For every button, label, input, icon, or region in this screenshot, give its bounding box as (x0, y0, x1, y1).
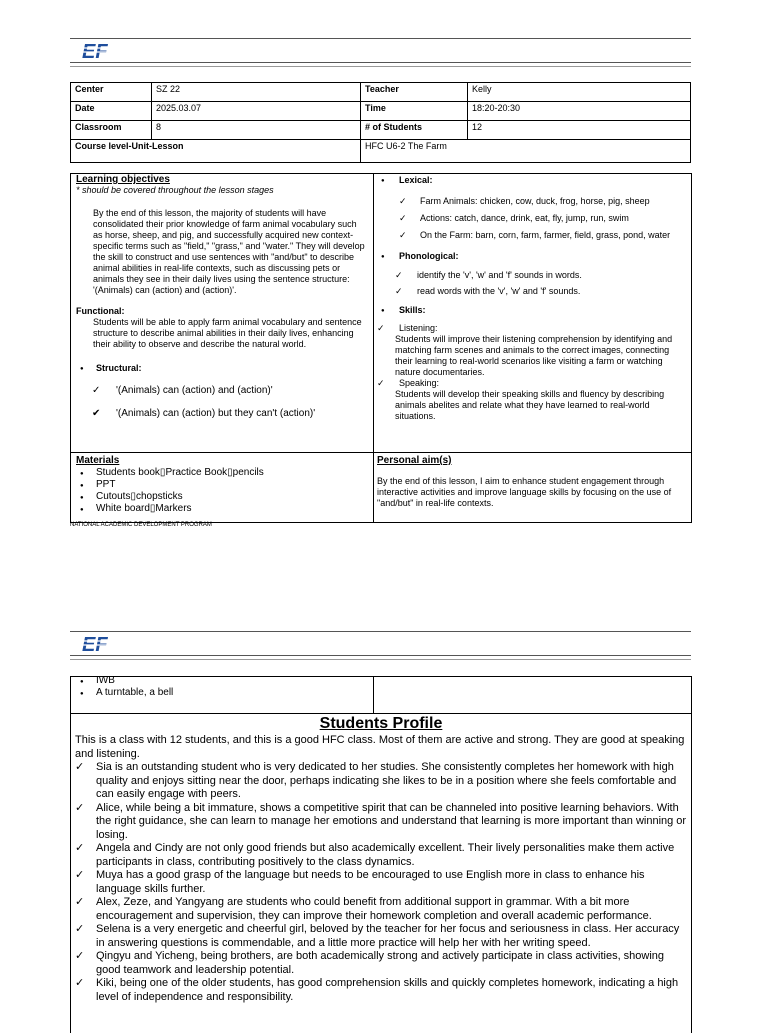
check-icon: ✓ (75, 761, 85, 773)
phonological-item: ✓ identify the 'v', 'w' and 'f' sounds in words. (395, 270, 582, 280)
header-rule-bottom (70, 62, 691, 63)
students-count-label: # of Students (361, 121, 468, 140)
profile-intro: This is a class with 12 students, and this is a good HFC class. Most of them are active and strong. They are good at speaking and listening. (75, 734, 685, 760)
check-icon: ✓ (75, 977, 85, 989)
lexical-section (377, 175, 682, 422)
students-profile-title: Students Profile (319, 715, 443, 732)
list-item-text: Kiki, being one of the older students, has good comprehension skills and quickly completes homework, indicating a high level of independence and responsibility. (96, 977, 679, 1003)
list-item (75, 761, 687, 802)
list-item-text: Muya has a good grasp of the language but needs to be encouraged to use English more in class to enhance his language skills further. (96, 869, 645, 895)
header-rule-bottom (70, 655, 691, 656)
check-icon: ✓ (75, 801, 85, 814)
list-item (75, 977, 687, 1004)
learning-objectives-heading: Learning objectives (76, 174, 170, 185)
materials-continued (76, 675, 368, 699)
table-row (71, 121, 691, 140)
phonological-heading: ● Phonological: (377, 251, 682, 262)
header-rule-bottom-2 (70, 66, 691, 67)
table-row (71, 102, 691, 121)
lexical-item: ✓ On the Farm: barn, corn, farm, farmer, field, grass, pond, water (399, 230, 671, 240)
lexical-item: ✓ Farm Animals: chicken, cow, duck, frog, horse, pig, sheep (399, 196, 650, 206)
profile-list (75, 761, 687, 1004)
list-item-text: Angela and Cindy are not only good friends but also academically excellent. Their lively personalities make them active participants in class, contributing positively to the class dynamics. (96, 842, 675, 868)
date-label: Date (71, 102, 152, 121)
listening-text: Students will improve their listening comprehension by identifying and matching farm scenes and animals to the correct images, connecting their learning to real-world scenarios like visiting a farm or watching nature documentaries. (395, 334, 673, 377)
skills-heading: ● Skills: (377, 305, 682, 316)
check-icon: ✓ (75, 842, 85, 854)
materials-item: ● Students book▯Practice Book▯pencils (76, 467, 368, 479)
course-label: Course level-Unit-Lesson (71, 140, 361, 163)
check-icon: ✓ (377, 323, 385, 333)
check-icon: ✓ (395, 270, 403, 280)
listening-label: ✓ Listening: (377, 323, 438, 333)
materials-heading: Materials (76, 455, 120, 466)
materials-section (76, 455, 368, 515)
list-item (75, 923, 687, 950)
teacher-label: Teacher (361, 83, 468, 102)
list-item-text: Qingyu and Yicheng, being brothers, are both academically strong and actively participate in class activities, showing good teamwork and leadership potential. (96, 950, 665, 976)
students-profile-section (75, 714, 687, 1004)
phonological-item: ✓ read words with the 'v', 'w' and 'f' sounds. (395, 286, 581, 296)
table-row (71, 140, 691, 163)
check-icon: ✓ (75, 950, 85, 962)
classroom-value: 8 (152, 121, 361, 140)
ef-logo (80, 40, 128, 62)
classroom-label: Classroom (71, 121, 152, 140)
table-row (71, 83, 691, 102)
check-icon: ✓ (399, 213, 407, 223)
list-item (75, 950, 687, 977)
time-label: Time (361, 102, 468, 121)
learning-objectives-section (76, 174, 368, 419)
students-count-value: 12 (468, 121, 691, 140)
course-value: HFC U6-2 The Farm (361, 140, 691, 163)
center-label: Center (71, 83, 152, 102)
lexical-heading: ● Lexical: (377, 175, 682, 186)
header-rule (70, 38, 691, 39)
speaking-label: ✓ Speaking: (377, 378, 440, 388)
teacher-value: Kelly (468, 83, 691, 102)
list-item-text: Sia is an outstanding student who is very dedicated to her studies. She consistently completes her homework with high quality and enjoys sitting near the door, perhaps indicating she likes to be in a position where she feels comfortable and can easily engage with peers. (96, 761, 677, 800)
check-icon: ✓ (399, 196, 407, 206)
materials-item: ● A turntable, a bell (76, 687, 368, 699)
personal-aim-text: By the end of this lesson, I aim to enhance student engagement through interactive activities and improve language skills by focusing on the use of "and/but" in real-life contexts. (377, 476, 672, 508)
list-item (75, 869, 687, 896)
svg-text:EF: EF (82, 41, 108, 62)
materials-item: ● PPT (76, 479, 368, 491)
time-value: 18:20-20:30 (468, 102, 691, 121)
ef-logo (80, 633, 128, 655)
list-item-text: Alex, Zeze, and Yangyang are students who could benefit from additional support in grammar. With a bit more encouragement and supervision, they can improve their homework completion and overall academic performance. (96, 896, 652, 922)
program-footer: NATIONAL ACADEMIC DEVELOPMENT PROGRAM (70, 522, 212, 528)
check-icon: ✓ (92, 385, 101, 396)
center-value: SZ 22 (152, 83, 361, 102)
check-icon: ✓ (75, 923, 85, 935)
header-rule (70, 631, 691, 632)
list-item (75, 842, 687, 869)
list-item-text: Selena is a very energetic and cheerful girl, beloved by the teacher for her focus and seriousness in class. Her accuracy in answering questions is commendable, and a little more practice will help her with her writing speed. (96, 923, 680, 949)
header-rule-bottom-2 (70, 659, 691, 660)
objectives-note: * should be covered throughout the lesson stages (76, 185, 274, 195)
materials-item: ● Cutouts▯chopsticks (76, 491, 368, 503)
structural-item: ✔ '(Animals) can (action) but they can't (action)' (92, 408, 316, 419)
materials-item: ● IWB (76, 675, 368, 687)
speaking-text: Students will develop their speaking skills and fluency by describing animals abelites and relate what they have learned to real-world situations. (395, 389, 665, 421)
check-icon: ✓ (377, 378, 385, 388)
list-item-text: Alice, while being a bit immature, shows a competitive spirit that can be channeled into positive learning behaviors. With the right guidance, she can learn to manage her emotions and understand that learning is more important than winning or losing. (96, 801, 687, 841)
lesson-info-table (70, 82, 691, 163)
check-icon: ✓ (399, 230, 407, 240)
list-item (75, 896, 687, 923)
structural-heading: ● Structural: (76, 363, 368, 374)
date-value: 2025.03.07 (152, 102, 361, 121)
structural-item: ✓ '(Animals) can (action) and (action)' (92, 385, 273, 396)
check-icon: ✓ (75, 869, 85, 881)
lexical-item: ✓ Actions: catch, dance, drink, eat, fly, jump, run, swim (399, 213, 629, 223)
materials-item: ● White board▯Markers (76, 503, 368, 515)
functional-text: Students will be able to apply farm animal vocabulary and sentence structure to describe animal abilities in their daily lives, enhancing their ability to observe and describe the natural world. (93, 317, 362, 349)
personal-aim-heading: Personal aim(s) (377, 455, 452, 466)
check-icon: ✓ (395, 286, 403, 296)
svg-text:EF: EF (82, 634, 108, 655)
functional-heading: Functional: (76, 306, 125, 316)
personal-aim-section (377, 455, 687, 509)
check-icon: ✓ (75, 896, 85, 908)
list-item (75, 802, 687, 843)
objectives-intro: By the end of this lesson, the majority of students will have consolidated their prior knowledge of farm animal vocabulary such as horse, sheep, and pig, and successfully acquired new context-specific terms such as "field," "grass," and "water." They will develop the skill to construct and use sentences with "and/but" to describe animal abilities in real-life contexts, such as discussing pets or animals they see in their daily lives using the sentence structure: '(Animals) can (action) and (action)'. (93, 208, 365, 295)
empty-cell-box (373, 676, 692, 714)
check-icon: ✔ (92, 408, 101, 419)
